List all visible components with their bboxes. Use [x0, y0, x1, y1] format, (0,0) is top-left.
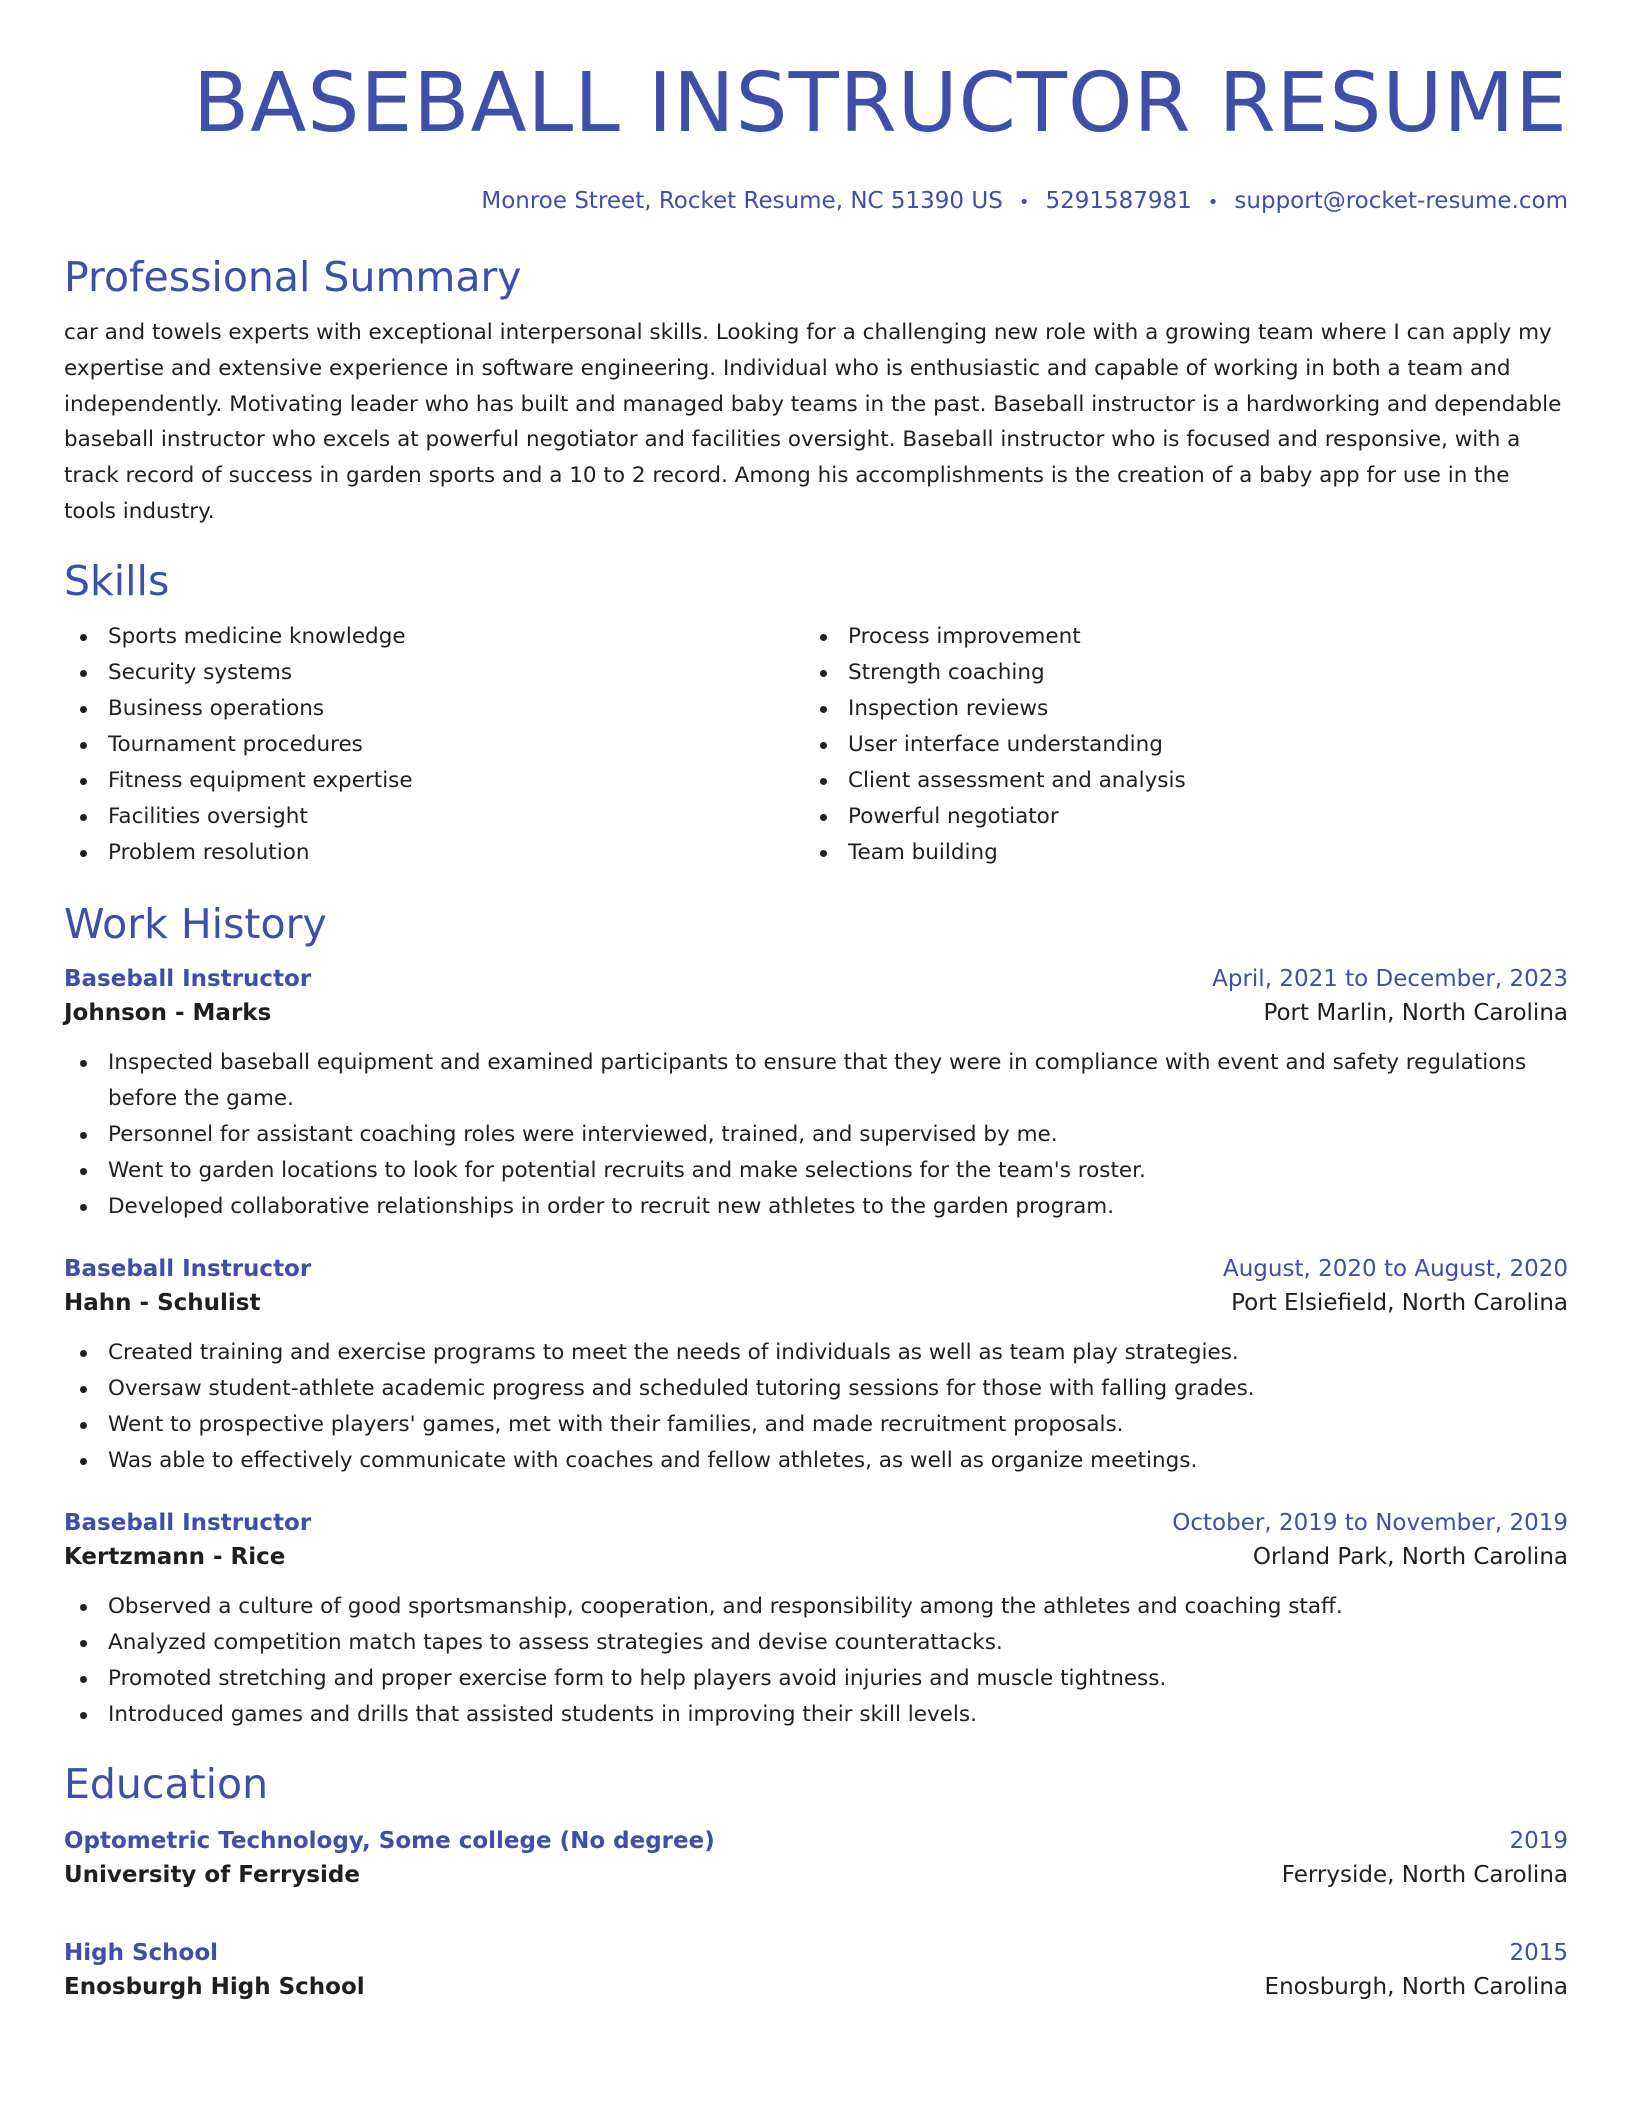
job-entry: [64, 963, 1568, 1225]
education-location: Ferryside, North Carolina: [1281, 1861, 1568, 1888]
skills-heading: Skills: [64, 556, 170, 605]
contact-email: support@rocket-resume.com: [1234, 188, 1568, 214]
job-location: Orland Park, North Carolina: [1252, 1543, 1568, 1570]
skill-item: Inspection reviews: [804, 691, 1544, 727]
job-bullet: Went to prospective players' games, met with their families, and made recruitment proposals.: [64, 1407, 1568, 1443]
job-bullet: Personnel for assistant coaching roles were interviewed, trained, and supervised by me.: [64, 1117, 1568, 1153]
job-location: Port Elsiefield, North Carolina: [1231, 1289, 1568, 1316]
skill-item: User interface understanding: [804, 727, 1544, 763]
contact-address: Monroe Street, Rocket Resume, NC 51390 US: [481, 188, 1003, 214]
job-dates: October, 2019 to November, 2019: [1172, 1509, 1568, 1536]
job-entry: [64, 1253, 1568, 1479]
education-school: University of Ferryside: [64, 1861, 360, 1888]
skill-item: Facilities oversight: [64, 799, 804, 835]
work-history-heading: Work History: [64, 899, 327, 948]
job-bullet: Inspected baseball equipment and examined participants to ensure that they were in compliance with event and safety regulations before the game.: [64, 1045, 1568, 1117]
job-bullet: Went to garden locations to look for potential recruits and make selections for the team's roster.: [64, 1153, 1568, 1189]
skill-item: Fitness equipment expertise: [64, 763, 804, 799]
job-entry: [64, 1507, 1568, 1733]
job-bullet: Analyzed competition match tapes to assess strategies and devise counterattacks.: [64, 1625, 1568, 1661]
job-dates: April, 2021 to December, 2023: [1212, 965, 1568, 992]
job-bullet: Promoted stretching and proper exercise form to help players avoid injuries and muscle tightness.: [64, 1661, 1568, 1697]
skill-item: Client assessment and analysis: [804, 763, 1544, 799]
job-employer: Kertzmann - Rice: [64, 1543, 286, 1570]
education-school: Enosburgh High School: [64, 1973, 365, 2000]
education-degree: High School: [64, 1939, 219, 1966]
education-degree: Optometric Technology, Some college (No degree): [64, 1827, 715, 1854]
job-role: Baseball Instructor: [64, 1509, 312, 1536]
job-bullet: Developed collaborative relationships in order to recruit new athletes to the garden program.: [64, 1189, 1568, 1225]
resume-title: BASEBALL INSTRUCTOR RESUME: [193, 56, 1568, 151]
job-bullet: Introduced games and drills that assisted students in improving their skill levels.: [64, 1697, 1568, 1733]
education-heading: Education: [64, 1759, 269, 1808]
job-bullets: [64, 1589, 1568, 1733]
education-entry: [64, 1825, 1568, 1893]
contact-phone: 5291587981: [1045, 188, 1192, 214]
skill-item: Security systems: [64, 655, 804, 691]
skill-item: Tournament procedures: [64, 727, 804, 763]
skill-item: Sports medicine knowledge: [64, 619, 804, 655]
contact-line: [64, 186, 1568, 218]
job-bullet: Created training and exercise programs to meet the needs of individuals as well as team play strategies.: [64, 1335, 1568, 1371]
education-location: Enosburgh, North Carolina: [1264, 1973, 1568, 2000]
job-bullets: [64, 1045, 1568, 1225]
job-employer: Johnson - Marks: [64, 999, 272, 1026]
summary-text: car and towels experts with exceptional interpersonal skills. Looking for a challenging new role with a growing team where I can apply my expertise and extensive experience in software engineering. Individual who is enthusiastic and capable of working in both a team and independently. Motivating leader who has built and managed baby teams in the past. Baseball instructor is a hardworking and dependable baseball instructor who excels at powerful negotiator and facilities oversight. Baseball instructor who is focused and responsive, with a track record of success in garden sports and a 10 to 2 record. Among his accomplishments is the creation of a baby app for use in the tools industry.: [64, 320, 1562, 524]
job-bullet: Oversaw student-athlete academic progress and scheduled tutoring sessions for those with falling grades.: [64, 1371, 1568, 1407]
job-bullet: Was able to effectively communicate with coaches and fellow athletes, as well as organize meetings.: [64, 1443, 1568, 1479]
job-dates: August, 2020 to August, 2020: [1223, 1255, 1568, 1282]
skills-grid: [64, 619, 1568, 871]
skill-item: Powerful negotiator: [804, 799, 1544, 835]
summary-heading: Professional Summary: [64, 253, 522, 301]
education-year: 2019: [1509, 1827, 1568, 1854]
skills-list-left: [64, 619, 804, 871]
job-role: Baseball Instructor: [64, 1255, 312, 1282]
contact-separator: •: [1207, 192, 1219, 213]
skills-list-right: [804, 619, 1544, 871]
job-location: Port Marlin, North Carolina: [1263, 999, 1568, 1026]
skill-item: Business operations: [64, 691, 804, 727]
education-entry: [64, 1937, 1568, 2005]
skill-item: Team building: [804, 835, 1544, 871]
skill-item: Strength coaching: [804, 655, 1544, 691]
job-role: Baseball Instructor: [64, 965, 312, 992]
job-employer: Hahn - Schulist: [64, 1289, 261, 1316]
skill-item: Process improvement: [804, 619, 1544, 655]
skill-item: Problem resolution: [64, 835, 804, 871]
job-bullet: Observed a culture of good sportsmanship, cooperation, and responsibility among the athletes and coaching staff.: [64, 1589, 1568, 1625]
contact-separator: •: [1018, 192, 1030, 213]
job-bullets: [64, 1335, 1568, 1479]
education-year: 2015: [1509, 1939, 1568, 1966]
